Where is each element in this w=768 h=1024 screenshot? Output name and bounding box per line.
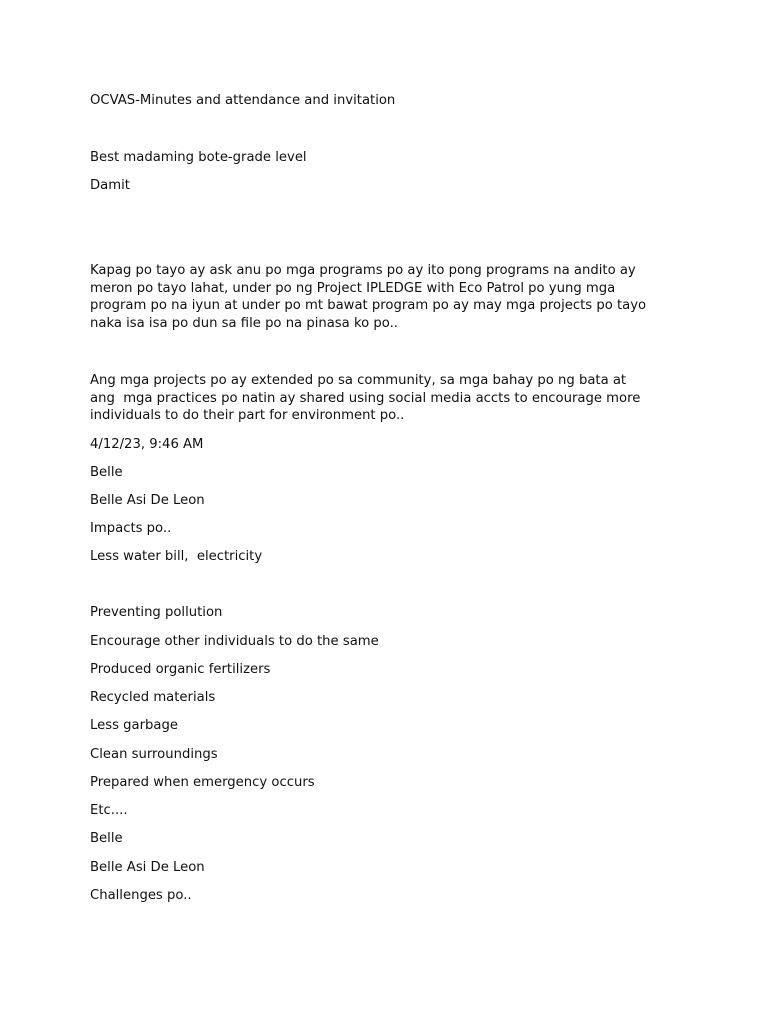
impact-item: Less garbage (90, 718, 178, 733)
impact-item: Prepared when emergency occurs (90, 775, 315, 790)
impact-item: Etc.... (90, 803, 128, 818)
paragraph-line: program po na iyun at under po mt bawat program po ay may mga projects po tayo (90, 298, 647, 314)
impact-item: Produced organic fertilizers (90, 662, 271, 677)
document-title: OCVAS-Minutes and attendance and invitation (90, 93, 396, 108)
speaker-full: Belle Asi De Leon (90, 493, 205, 508)
impact-item: Recycled materials (90, 690, 216, 705)
paragraph-line: naka isa isa po dun sa file po na pinasa ko po.. (90, 316, 398, 332)
impact-item: Clean surroundings (90, 747, 218, 762)
impact-item: Less water bill, electricity (90, 549, 263, 564)
paragraph-projects (90, 372, 640, 425)
name-line: Damit (90, 178, 130, 193)
section-heading-impacts: Impacts po.. (90, 521, 172, 536)
speaker-short: Belle (90, 831, 123, 846)
paragraph-line: individuals to do their part for environment po.. (90, 408, 405, 424)
subtitle: Best madaming bote-grade level (90, 150, 307, 165)
speaker-full: Belle Asi De Leon (90, 860, 205, 875)
paragraph-line: Ang mga projects po ay extended po sa community, sa mga bahay po ng bata at (90, 373, 627, 388)
impact-item: Preventing pollution (90, 605, 223, 620)
paragraph-programs (90, 262, 646, 333)
paragraph-line: ang mga practices po natin ay shared using social media accts to encourage more (90, 390, 641, 406)
section-heading-challenges: Challenges po.. (90, 888, 192, 903)
timestamp: 4/12/23, 9:46 AM (90, 437, 204, 452)
speaker-short: Belle (90, 465, 123, 480)
paragraph-line: meron po tayo lahat, under po ng Project IPLEDGE with Eco Patrol po yung mga (90, 280, 616, 296)
impact-item: Encourage other individuals to do the same (90, 634, 379, 649)
paragraph-line: Kapag po tayo ay ask anu po mga programs po ay ito pong programs na andito ay (90, 263, 636, 278)
